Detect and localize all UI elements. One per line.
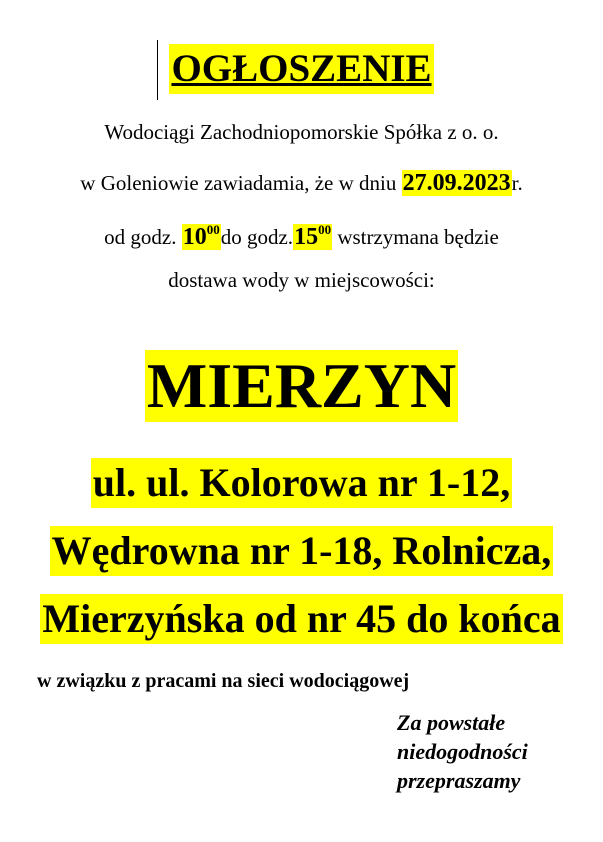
page-title: OGŁOSZENIE bbox=[169, 44, 433, 94]
street-line-3 bbox=[0, 594, 603, 644]
apology-block bbox=[397, 708, 528, 795]
street-list-item: Wędrowna nr 1-18, Rolnicza, bbox=[50, 526, 554, 576]
time-to-minutes: 00 bbox=[318, 222, 332, 237]
time-to-label: do godz. bbox=[220, 225, 294, 249]
reason-text: w związku z pracami na sieci wodociągowej bbox=[37, 670, 410, 692]
apology-line: przepraszamy bbox=[397, 768, 521, 793]
intro-notice-text: w Goleniowie zawiadamia, że w dniu bbox=[80, 171, 397, 195]
apology-line: Za powstałe bbox=[397, 710, 506, 735]
time-from bbox=[182, 224, 221, 250]
water-supply-text: dostawa wody w miejscowości: bbox=[168, 268, 435, 292]
street-line-1 bbox=[0, 458, 603, 508]
outage-date: 27.09.2023 bbox=[402, 170, 511, 196]
suspension-text: wstrzymana będzie bbox=[337, 225, 499, 249]
time-from-hour: 10 bbox=[182, 224, 207, 250]
time-from-minutes: 00 bbox=[206, 222, 220, 237]
apology-line: niedogodności bbox=[397, 739, 528, 764]
time-to bbox=[293, 224, 332, 250]
street-list-item: ul. ul. Kolorowa nr 1-12, bbox=[91, 458, 512, 508]
intro-line-2 bbox=[0, 170, 603, 197]
locality-block bbox=[0, 350, 603, 422]
street-line-2 bbox=[0, 526, 603, 576]
intro-company: Wodociągi Zachodniopomorskie Spółka z o. o. bbox=[104, 120, 499, 144]
time-to-hour: 15 bbox=[294, 224, 319, 250]
time-from-label: od godz. bbox=[104, 225, 177, 249]
intro-line-4 bbox=[0, 268, 603, 293]
date-suffix: r. bbox=[511, 171, 523, 195]
intro-line-1 bbox=[0, 120, 603, 145]
locality-name: MIERZYN bbox=[146, 350, 457, 421]
announcement-heading bbox=[0, 44, 603, 94]
intro-line-3 bbox=[0, 222, 603, 251]
street-list-item: Mierzyńska od nr 45 do końca bbox=[40, 594, 562, 644]
